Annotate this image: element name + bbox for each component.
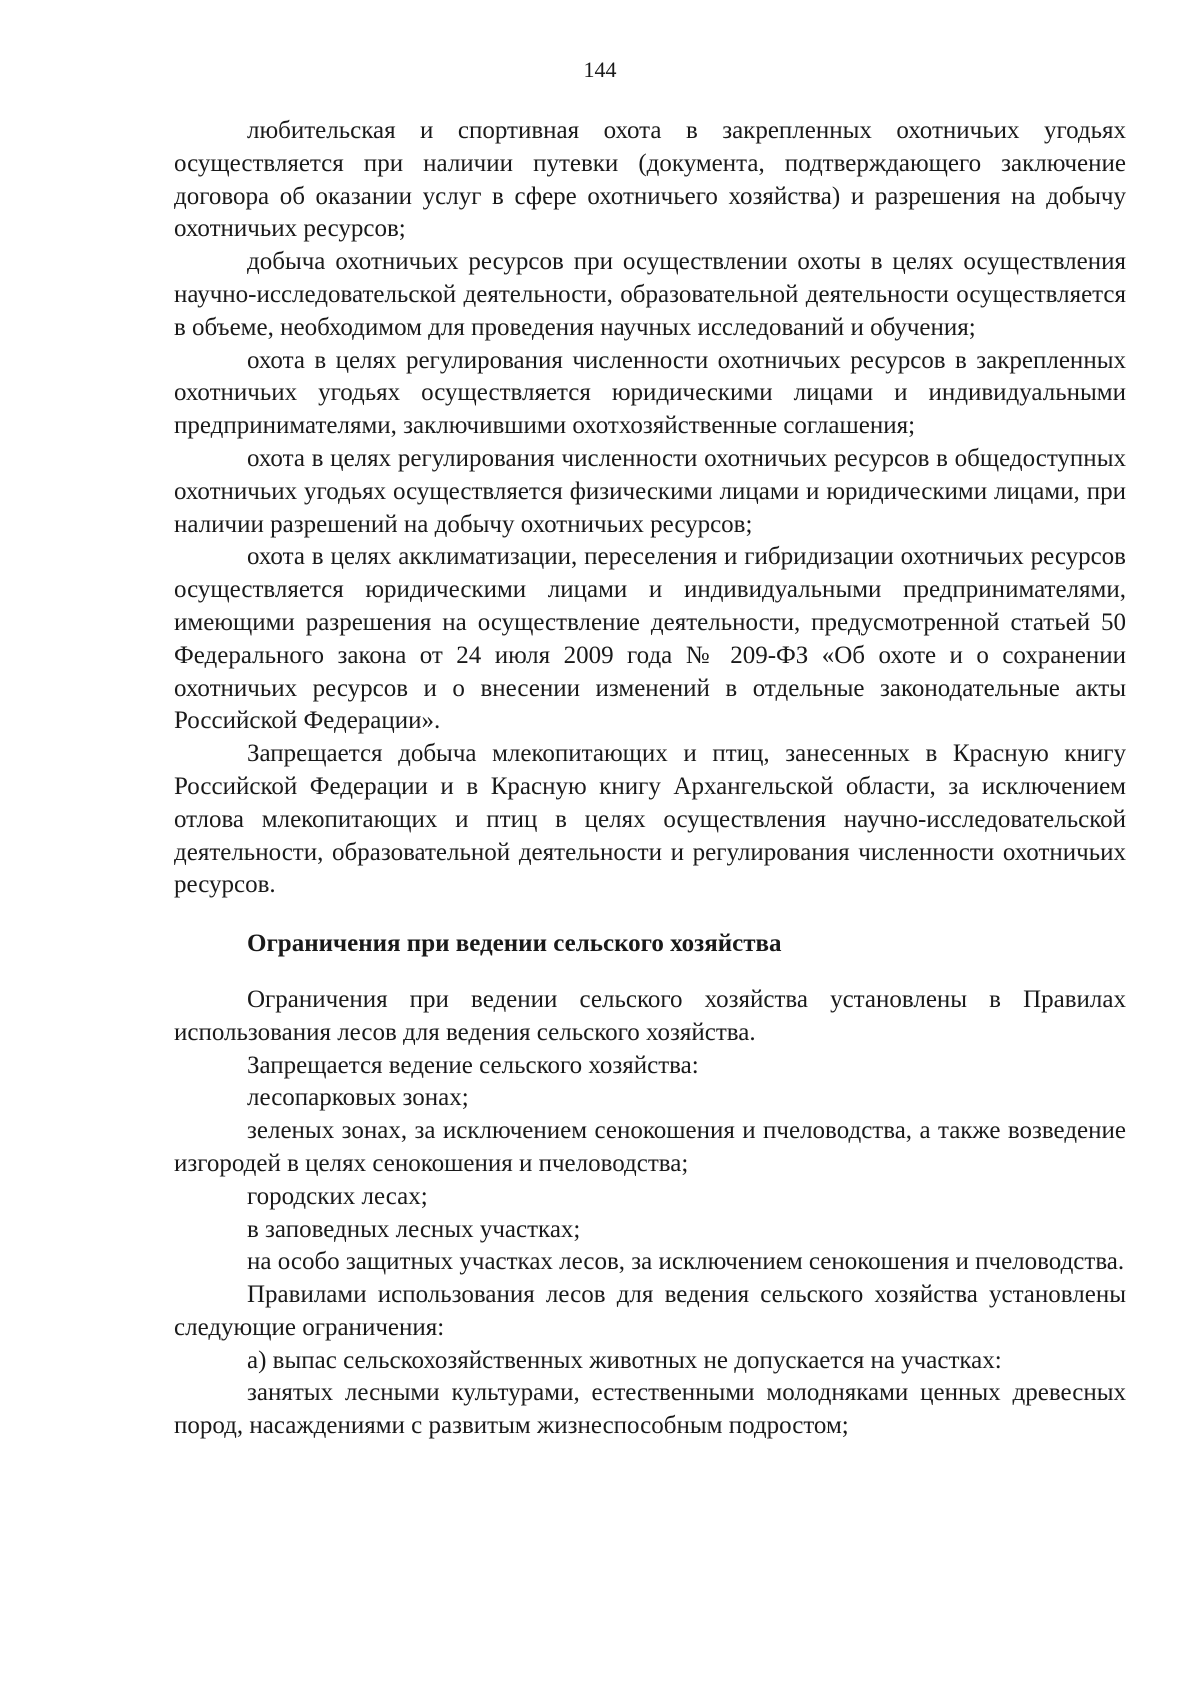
paragraph: добыча охотничьих ресурсов при осуществлении охоты в целях осуществления научно-исследовательской деятельности, образовательной деятельности осуществляется в объеме, необходимом для проведения научных исследований и обучения; [174, 248, 1126, 341]
paragraph: Запрещается добыча млекопитающих и птиц, занесенных в Красную книгу Российской Федерации и в Красную книгу Архангельской области, за исключением отлова млекопитающих и птиц в целях осуществления научно-исследовательской деятельности, образовательной деятельности и регулирования численности охотничьих ресурсов. [174, 740, 1126, 899]
list-item: в заповедных лесных участках; [247, 1215, 581, 1243]
list-item: а) выпас сельскохозяйственных животных не допускается на участках: [247, 1346, 1002, 1374]
section-heading: Ограничения при ведении сельского хозяйства [247, 930, 782, 958]
list-item: лесопарковых зонах; [247, 1084, 469, 1112]
page-number: 144 [583, 57, 617, 82]
paragraph: охота в целях регулирования численности охотничьих ресурсов в закрепленных охотничьих угодьях осуществляется юридическими лицами и индивидуальными предпринимателями, заключившими охотхозяйственные соглашения; [174, 346, 1126, 440]
paragraph: охота в целях регулирования численности охотничьих ресурсов в общедоступных охотничьих угодьях осуществляется физическими лицами и юридическими лицами, при наличии разрешений на добычу охотничьих ресурсов; [174, 444, 1126, 538]
list-item: городских лесах; [247, 1182, 428, 1210]
list-item: на особо защитных участках лесов, за исключением сенокошения и пчеловодства. [247, 1248, 1125, 1276]
paragraph: любительская и спортивная охота в закрепленных охотничьих угодьях осуществляется при наличии путевки (документа, подтверждающего заключение договора об оказании услуг в сфере охотничьего хозяйства) и разрешения на добычу охотничьих ресурсов; [174, 117, 1126, 243]
paragraph: Запрещается ведение сельского хозяйства: [247, 1051, 699, 1079]
document-body [174, 115, 1126, 1443]
list-item: занятых лесными культурами, естественными молодняками ценных древесных пород, насаждениями с развитым жизнеспособным подростом; [174, 1379, 1126, 1440]
paragraph: охота в целях акклиматизации, переселения и гибридизации охотничьих ресурсов осуществляется юридическими лицами и индивидуальными предпринимателями, имеющими разрешения на осуществление деятельности, предусмотренной статьей 50 Федерального закона от 24 июля 2009 года № 209-ФЗ «Об охоте и о сохранении охотничьих ресурсов и о внесении изменений в отдельные законодательные акты Российской Федерации». [174, 543, 1126, 735]
list-item: зеленых зонах, за исключением сенокошения и пчеловодства, а также возведение изгородей в целях сенокошения и пчеловодства; [174, 1117, 1126, 1177]
paragraph: Правилами использования лесов для ведения сельского хозяйства установлены следующие ограничения: [174, 1281, 1126, 1341]
paragraph: Ограничения при ведении сельского хозяйства установлены в Правилах использования лесов для ведения сельского хозяйства. [174, 985, 1126, 1046]
